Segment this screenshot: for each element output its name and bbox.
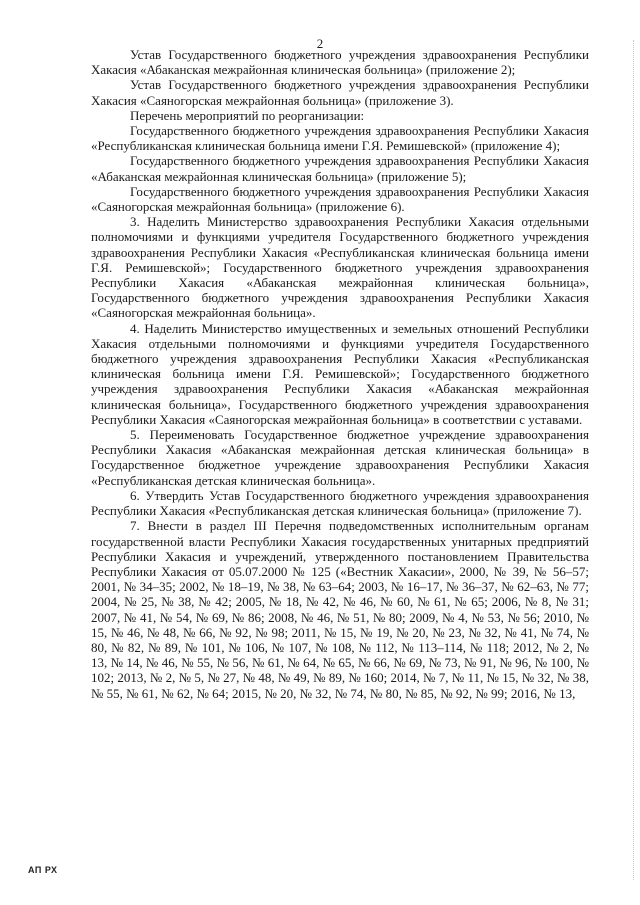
paragraph: 3. Наделить Министерство здравоохранения Республики Хакасия отдельными полномочиями и функциями учредителя Государственного бюджетного учреждения здравоохранения Республики Хакасия «Республиканская клиническая больница имени Г.Я. Ремишевской»; Государственного бюджетного учреждения здравоохранения Республики Хакасия «Абаканская межрайонная клиническая больница», Государственного бюджетного учреждения здравоохранения Республики Хакасия «Саяногорская межрайонная больница». [91,214,589,321]
paragraph: 7. Внести в раздел III Перечня подведомственных исполнительным органам государственной власти Республики Хакасия государственных унитарных предприятий Республики Хакасия и учреждений, утвержденного постановлением Правительства Республики Хакасия от 05.07.2000 № 125 («Вестник Хакасии», 2000, № 39, № 56–57; 2001, № 34–35; 2002, № 18–19, № 38, № 63–64; 2003, № 16–17, № 36–37, № 62–63, № 77; 2004, № 25, № 38, № 42; 2005, № 18, № 42, № 46, № 60, № 61, № 65; 2006, № 8, № 31; 2007, № 41, № 54, № 69, № 86; 2008, № 46, № 51, № 80; 2009, № 4, № 53, № 56; 2010, № 15, № 46, № 48, № 66, № 92, № 98; 2011, № 15, № 19, № 20, № 23, № 32, № 41, № 74, № 80, № 82, № 89, № 101, № 106, № 107, № 108, № 112, № 113–114, № 118; 2012, № 2, № 13, № 14, № 46, № 55, № 56, № 61, № 64, № 65, № 66, № 69, № 73, № 91, № 96, № 100, № 102; 2013, № 2, № 5, № 27, № 48, № 49, № 89, № 160; 2014, № 7, № 11, № 15, № 32, № 38, № 55, № 61, № 62, № 64; 2015, № 20, № 32, № 74, № 80, № 85, № 92, № 99; 2016, № 13, [91,518,589,701]
paragraph: 4. Наделить Министерство имущественных и земельных отношений Республики Хакасия отдельными полномочиями и функциями учредителя Государственного бюджетного учреждения здравоохранения Республики Хакасия «Республиканская клиническая больница имени Г.Я. Ремишевской»; Государственного бюджетного учреждения здравоохранения Республики Хакасия «Абаканская межрайонная клиническая больница», Государственного бюджетного учреждения здравоохранения Республики Хакасия «Саяногорская межрайонная больница» в соответствии с уставами. [91,320,589,427]
paragraph: 5. Переименовать Государственное бюджетное учреждение здравоохранения Республики Хакасия «Абаканская межрайонная детская клиническая больница» в Государственное бюджетное учреждение здравоохранения Республики Хакасия «Республиканская детская клиническая больница». [91,427,589,488]
paragraph: Государственного бюджетного учреждения здравоохранения Республики Хакасия «Саяногорская межрайонная больница» (приложение 6). [91,183,589,215]
paragraph: Перечень мероприятий по реорганизации: [130,107,365,123]
paragraph: 6. Утвердить Устав Государственного бюджетного учреждения здравоохранения Республики Хакасия «Республиканская детская клиническая больница» (приложение 7). [91,487,589,519]
paragraph: Устав Государственного бюджетного учреждения здравоохранения Республики Хакасия «Абаканская межрайонная клиническая больница» (приложение 2); [91,47,589,78]
paragraph: Государственного бюджетного учреждения здравоохранения Республики Хакасия «Республиканская клиническая больница имени Г.Я. Ремишевской» (приложение 4); [91,123,589,154]
paragraph: Устав Государственного бюджетного учреждения здравоохранения Республики Хакасия «Саяногорская межрайонная больница» (приложение 3). [91,77,589,108]
scan-margin-artifact [629,40,634,880]
paragraph: Государственного бюджетного учреждения здравоохранения Республики Хакасия «Абаканская межрайонная клиническая больница» (приложение 5); [91,153,589,184]
footer-mark: АП РХ [28,865,58,875]
document-body [91,47,589,701]
page-number: 2 [316,36,324,51]
